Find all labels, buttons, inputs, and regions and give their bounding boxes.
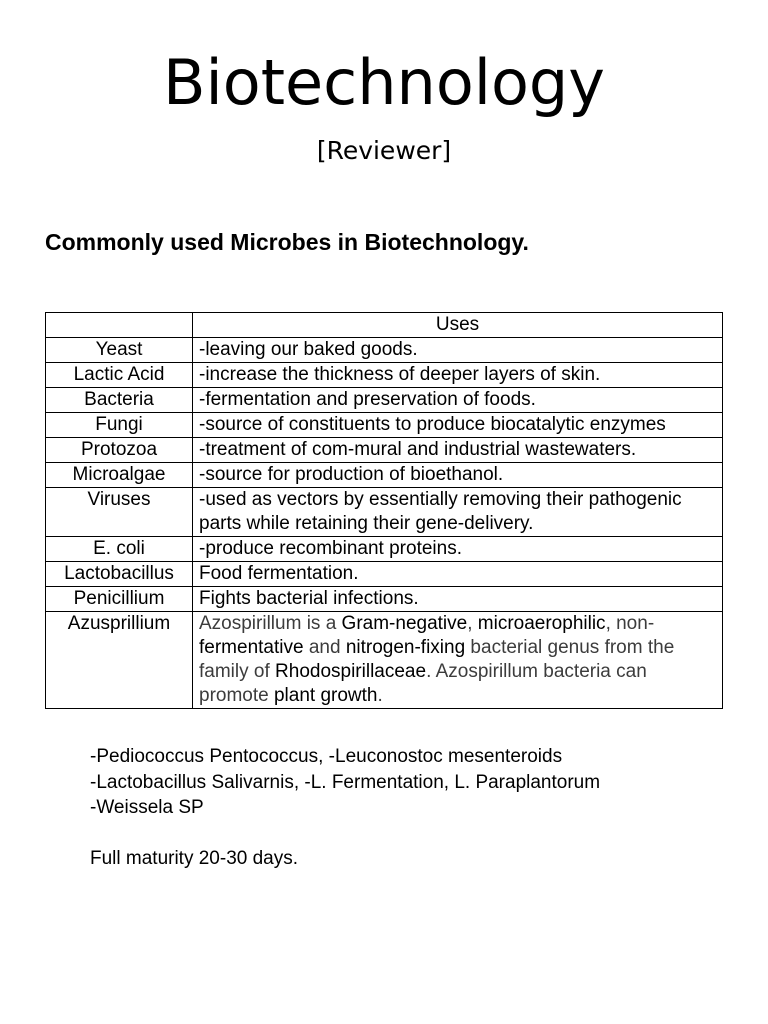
text-segment: Rhodospirillaceae	[275, 661, 427, 682]
text-segment: Gram-negative	[341, 613, 468, 634]
table-row	[46, 438, 723, 463]
microbe-use: -treatment of com-mural and industrial wastewaters.	[193, 438, 723, 463]
microbe-name: Lactic Acid	[46, 363, 193, 388]
text-segment: and	[303, 637, 346, 658]
maturity-note: Full maturity 20-30 days.	[90, 848, 299, 869]
table-row	[46, 612, 723, 709]
table-row	[46, 463, 723, 488]
microbe-name: Lactobacillus	[46, 562, 193, 587]
microbe-name: Microalgae	[46, 463, 193, 488]
text-segment: ,	[467, 613, 478, 634]
header-name-cell	[46, 313, 193, 338]
text-segment: microaerophilic	[477, 613, 606, 634]
microbe-name: Penicillium	[46, 587, 193, 612]
microbe-name: Viruses	[46, 488, 193, 537]
notes-block	[90, 744, 600, 872]
microbes-table	[45, 312, 723, 709]
microbe-use: -used as vectors by essentially removing their pathogenic parts while retaining their gene-delivery.	[193, 488, 723, 537]
microbe-use: Fights bacterial infections.	[193, 587, 723, 612]
section-heading: Commonly used Microbes in Biotechnology.	[45, 229, 529, 255]
table-row	[46, 537, 723, 562]
microbe-use: -source of constituents to produce biocatalytic enzymes	[193, 413, 723, 438]
text-segment: nitrogen-fixing	[345, 637, 466, 658]
table-row	[46, 388, 723, 413]
text-segment: bacterial genus from the family of	[199, 637, 675, 682]
table-row	[46, 413, 723, 438]
text-segment: , non-	[605, 613, 655, 634]
microbe-name: Azusprillium	[46, 612, 193, 709]
microbe-name: Fungi	[46, 413, 193, 438]
text-segment: .	[377, 685, 383, 706]
note-line: -Lactobacillus Salivarnis, -L. Fermentation, L. Paraplantorum	[90, 771, 601, 793]
table-row	[46, 363, 723, 388]
microbe-name: Protozoa	[46, 438, 193, 463]
note-line: -Weissela SP	[90, 797, 204, 818]
microbe-use: -fermentation and preservation of foods.	[193, 388, 723, 413]
document-title: Biotechnology	[163, 46, 605, 119]
header-uses-cell: Uses	[193, 313, 723, 338]
microbe-use: -leaving our baked goods.	[193, 338, 723, 363]
microbe-name: Bacteria	[46, 388, 193, 413]
table-row	[46, 338, 723, 363]
table-row	[46, 562, 723, 587]
microbe-use: -increase the thickness of deeper layers of skin.	[193, 363, 723, 388]
microbe-use: Food fermentation.	[193, 562, 723, 587]
note-spacer	[90, 821, 600, 847]
text-segment: plant growth	[273, 685, 378, 706]
document-subtitle: [Reviewer]	[316, 136, 452, 165]
table-row	[46, 587, 723, 612]
text-segment: . Azospirillum bacteria can promote	[199, 661, 647, 706]
table-row	[46, 488, 723, 537]
table-header-row	[46, 313, 723, 338]
microbe-name: Yeast	[46, 338, 193, 363]
text-segment: Azospirillum is a	[199, 613, 342, 634]
text-segment: fermentative	[199, 637, 304, 658]
microbe-use: -source for production of bioethanol.	[193, 463, 723, 488]
microbe-use: -produce recombinant proteins.	[193, 537, 723, 562]
note-line: -Pediococcus Pentococcus, -Leuconostoc mesenteroids	[90, 746, 563, 767]
microbe-use-description	[193, 612, 723, 709]
microbe-name: E. coli	[46, 537, 193, 562]
